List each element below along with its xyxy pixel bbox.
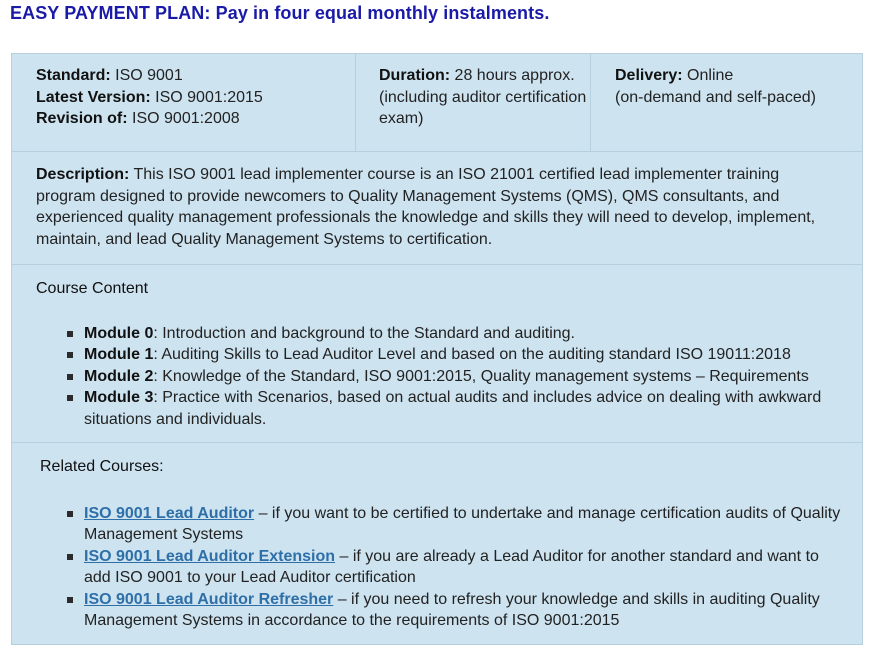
module-name: Module 0	[84, 324, 154, 342]
course-facts-row	[12, 54, 863, 152]
related-course-text: – if you need to refresh your knowledge and skills in auditing Quality Management Systems in accordance to the requirements of ISO 9001:2015	[84, 590, 820, 629]
related-course-item	[84, 503, 842, 546]
related-courses-cell	[12, 443, 863, 645]
module-name: Module 2	[84, 367, 154, 385]
related-course-text: – if you are already a Lead Auditor for another standard and want to add ISO 9001 to your Lead Auditor certification	[84, 547, 819, 586]
module-text: : Knowledge of the Standard, ISO 9001:2015, Quality management systems – Requirements	[153, 367, 809, 385]
related-course-text: – if you want to be certified to undertake and manage certification audits of Quality Management Systems	[84, 504, 841, 543]
delivery-detail: (on-demand and self-paced)	[615, 88, 817, 106]
module-item	[84, 344, 842, 366]
revision-value: ISO 9001:2008	[127, 110, 240, 127]
description-text: This ISO 9001 lead implementer course is an ISO 21001 certified lead implementer training program designed to provide newcomers to Quality Management Systems (QMS), QMS consultants, and experienced quality management professionals the knowledge and skills they will need to develop, implement, maintain, and lead Quality Management Systems to certification.	[36, 166, 816, 248]
duration-cell	[356, 54, 591, 152]
revision-line	[36, 108, 355, 130]
description-cell	[12, 152, 863, 265]
description-row	[12, 152, 863, 265]
module-item	[84, 366, 842, 388]
course-content-title: Course Content	[36, 280, 149, 297]
module-list	[36, 323, 842, 431]
latest-version-line	[36, 87, 355, 109]
payment-plan-banner: EASY PAYMENT PLAN: Pay in four equal monthly instalments.	[10, 3, 550, 23]
delivery-label: Delivery:	[615, 67, 683, 84]
module-name: Module 3	[84, 389, 154, 406]
latest-version-value: ISO 9001:2015	[150, 88, 263, 106]
standard-label: Standard:	[36, 67, 111, 84]
description-label: Description:	[36, 166, 130, 183]
standard-value: ISO 9001	[110, 67, 183, 84]
latest-version-label: Latest Version:	[36, 88, 151, 106]
duration-value: 28 hours approx. (including auditor certification exam)	[379, 67, 587, 127]
related-course-item	[84, 546, 842, 589]
related-courses-title: Related Courses:	[40, 458, 164, 475]
module-text: : Introduction and background to the Standard and auditing.	[153, 324, 575, 342]
standard-line	[36, 65, 355, 87]
course-content-row	[12, 265, 863, 443]
related-courses-row	[12, 443, 863, 645]
module-text: : Practice with Scenarios, based on actual audits and includes advice on dealing with awkward situations and individuals.	[84, 389, 822, 428]
module-item	[84, 387, 842, 430]
duration-label: Duration:	[379, 67, 451, 84]
delivery-value: Online	[682, 67, 734, 84]
course-content-cell	[12, 265, 863, 443]
revision-label: Revision of:	[36, 110, 128, 127]
lead-auditor-refresher-link[interactable]: ISO 9001 Lead Auditor Refresher	[84, 590, 334, 608]
module-name: Module 1	[84, 346, 154, 363]
course-info-table	[11, 53, 863, 645]
lead-auditor-link[interactable]: ISO 9001 Lead Auditor	[84, 504, 255, 522]
delivery-cell	[591, 54, 863, 152]
standard-cell	[12, 54, 356, 152]
related-course-list	[40, 503, 842, 632]
lead-auditor-extension-link[interactable]: ISO 9001 Lead Auditor Extension	[84, 547, 336, 565]
module-item	[84, 323, 842, 345]
module-text: : Auditing Skills to Lead Auditor Level and based on the auditing standard ISO 19011:2018	[153, 346, 791, 363]
related-course-item	[84, 589, 842, 632]
